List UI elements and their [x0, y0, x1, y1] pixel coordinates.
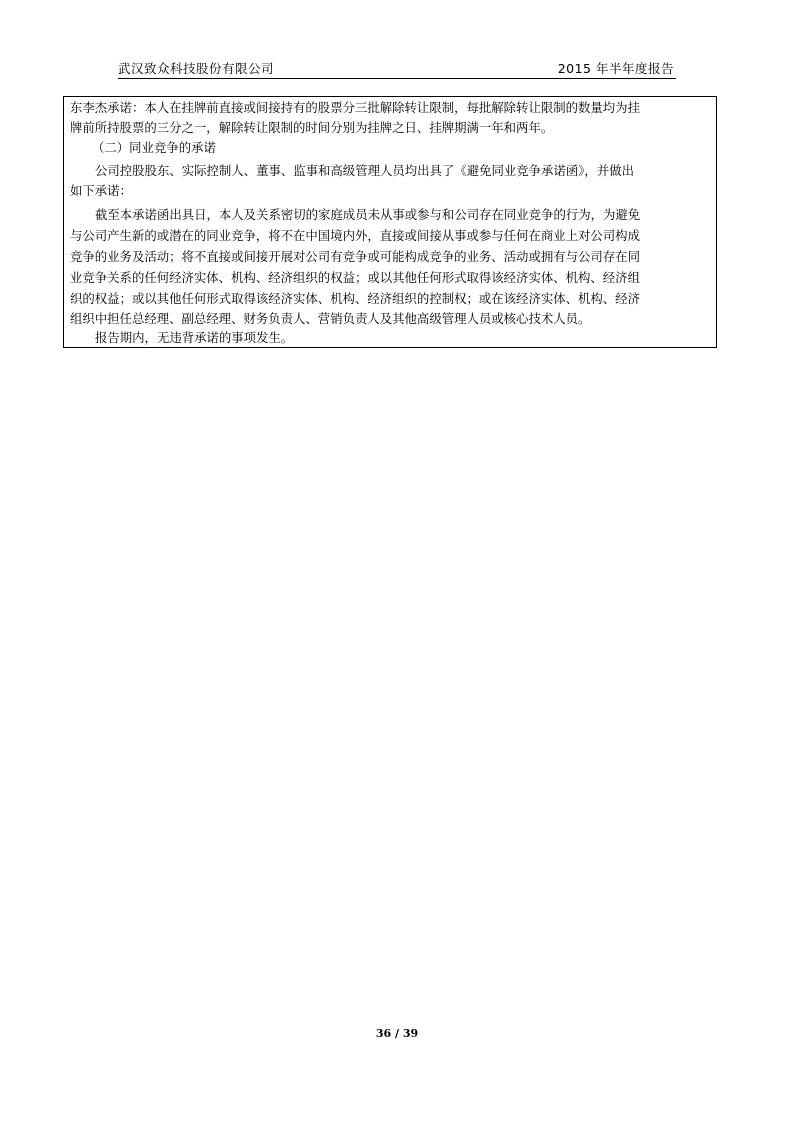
text-line: 牌前所持股票的三分之一，解除转让限制的时间分别为挂牌之日、挂牌期满一年和两年。 [70, 120, 554, 135]
report-title: 2015 年半年度报告 [557, 61, 674, 76]
text-line: 如下承诺： [70, 183, 132, 198]
text-line: 公司控股股东、实际控制人、董事、监事和高级管理人员均出具了《避免同业竞争承诺函》，并做出 [95, 163, 634, 178]
page-number: 36 / 39 [375, 1027, 419, 1040]
section-heading: （二）同业竞争的承诺 [92, 140, 216, 155]
text-line: 织的权益；或以其他任何形式取得该经济实体、机构、经济组织的控制权；或在该经济实体、机构、经济 [70, 291, 640, 306]
text-line: 与公司产生新的或潜在的同业竞争，将不在中国境内外，直接或间接从事或参与任何在商业上对公司构成 [70, 228, 640, 243]
text-line: 业竞争关系的任何经济实体、机构、经济组织的权益；或以其他任何形式取得该经济实体、机构、经济组 [70, 270, 640, 285]
text-line: 截至本承诺函出具日，本人及关系密切的家庭成员未从事或参与和公司存在同业竞争的行为，为避免 [95, 207, 641, 222]
text-line: 报告期内，无违背承诺的事项发生。 [95, 330, 294, 345]
text-line: 组织中担任总经理、副总经理、财务负责人、营销负责人及其他高级管理人员或核心技术人员。 [70, 311, 591, 326]
commitment-box [63, 96, 717, 348]
text-line: 竞争的业务及活动；将不直接或间接开展对公司有竞争或可能构成竞争的业务、活动或拥有与公司存在同 [70, 249, 640, 264]
text-line: 东李杰承诺：本人在挂牌前直接或间接持有的股票分三批解除转让限制，每批解除转让限制的数量均为挂 [70, 100, 640, 115]
page-header [118, 58, 676, 79]
company-name: 武汉致众科技股份有限公司 [118, 61, 275, 76]
